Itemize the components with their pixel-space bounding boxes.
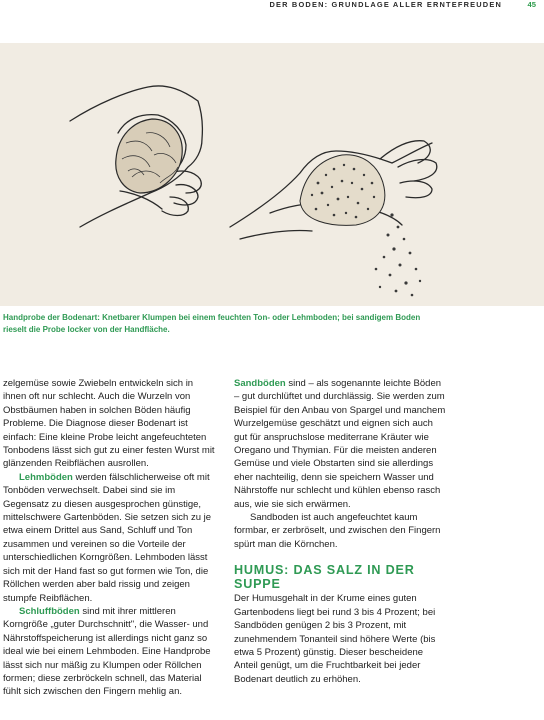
paragraph-silt-soil [3,605,217,699]
term-silt-soil: Schluffböden [19,605,80,617]
illustration-hand-soil-test [0,43,544,306]
sand-heap [300,155,385,226]
hands-drawing [0,43,544,306]
term-loam-soil: Lehmböden [19,471,73,483]
paragraph-loam-soil [3,471,217,605]
running-header-title: DER BODEN: GRUNDLAGE ALLER ERNTEFREUDEN [269,0,502,9]
section-heading-humus: HUMUS: DAS SALZ IN DER SUPPE [234,563,415,592]
paragraph-humus: Der Humusgehalt in der Krume eines guten Gartenbodens liegt bei rund 3 bis 4 Prozent; bei Sandböden genügen 2 bis 3 Prozent, mit zunehmendem Tonanteil sind höhere Werte (bis etwa 5 Prozent) günstig. Dieser bescheidene Anteil genügt, um die Fruchtbarkeit bei jeder Bodenart deutlich zu erhöhen. [234,593,436,685]
figure-caption: Handprobe der Bodenart: Knetbarer Klumpen bei einem feuchten Ton- oder Lehmboden; bei sandigem Boden rieselt die Probe locker von der Handfläche. [3,313,421,334]
right-column [234,377,448,686]
left-hand-thumb [120,191,162,209]
page-number: 45 [527,0,536,9]
paragraph-loam-soil-text: werden fälschlicherweise oft mit Tonböden verwechselt. Dabei sind sie im Gegensatz zu diesen ausgesprochen günstige, mittelschwere Gartenböden. Sie setzen sich zu je etwa einem Drittel aus Sand, Schluff und Ton zusammen und vereinen so die Vorteile der unterschiedlichen Korngrößen. Lehmboden lässt sich mit der Hand fast so gut formen wie Ton, die Röllchen werden aber bald rissig und zeigen stumpfe Reibflächen. [3,471,212,604]
right-hand-wrist [240,230,312,239]
paragraph-clay-soil: zelgemüse sowie Zwiebeln entwickeln sich in ihnen oft nur schlecht. Auch die Wurzeln von Obstbäumen haben in solchen Böden häufig Probleme. Die Diagnose dieser Bodenart ist einfach: Eine kleine Probe leicht angefeuchteten Tonbodens lässt sich gut zu einer festen Wurst mit glänzenden Reibflächen ausrollen. [3,378,215,470]
left-column [3,377,217,699]
paragraph-sandy-soil [234,377,448,511]
term-sandy-soil: Sandböden [234,378,286,389]
left-hand-finger-3 [162,197,188,216]
paragraph-sandy-soil-test: Sandboden ist auch angefeuchtet kaum formbar, er zerbröselt, und zwischen den Fingern spürt man die Körnchen. [234,512,441,550]
running-header [0,0,544,14]
paragraph-silt-soil-text: sind mit ihrer mittleren Korngröße „guter Durchschnitt", die Wasser- und Nährstoffspeicherung ist allerdings nicht ganz so ideal wie bei einem Lehmboden. Eine Handprobe lässt sich nur mäßig zu Klumpen oder Röllchen formen; diese zerbröckeln schnell, das Material fühlt sich zwischen den Fingern mehlig an. [3,605,211,698]
right-hand-finger-2 [398,160,437,181]
right-hand-finger-3 [400,181,432,198]
paragraph-sandy-soil-text: sind – als sogenannte leichte Böden – gut durchlüftet und durchlässig. Sie werden zum Beispiel für den Anbau von Spargel und manchem Wurzelgemüse geschätzt und eignen sich auch gut für anspruchslose mediterrane Kräuter wie Oregano und Thymian. Für die meisten anderen Gemüse und viele Obstarten sind sie allerdings eher nachteilig, denn sie speichern Wasser und Nährstoffe nur schlecht und kühlen ebenso rasch aus, wie sie sich erwärmen. [234,378,446,510]
